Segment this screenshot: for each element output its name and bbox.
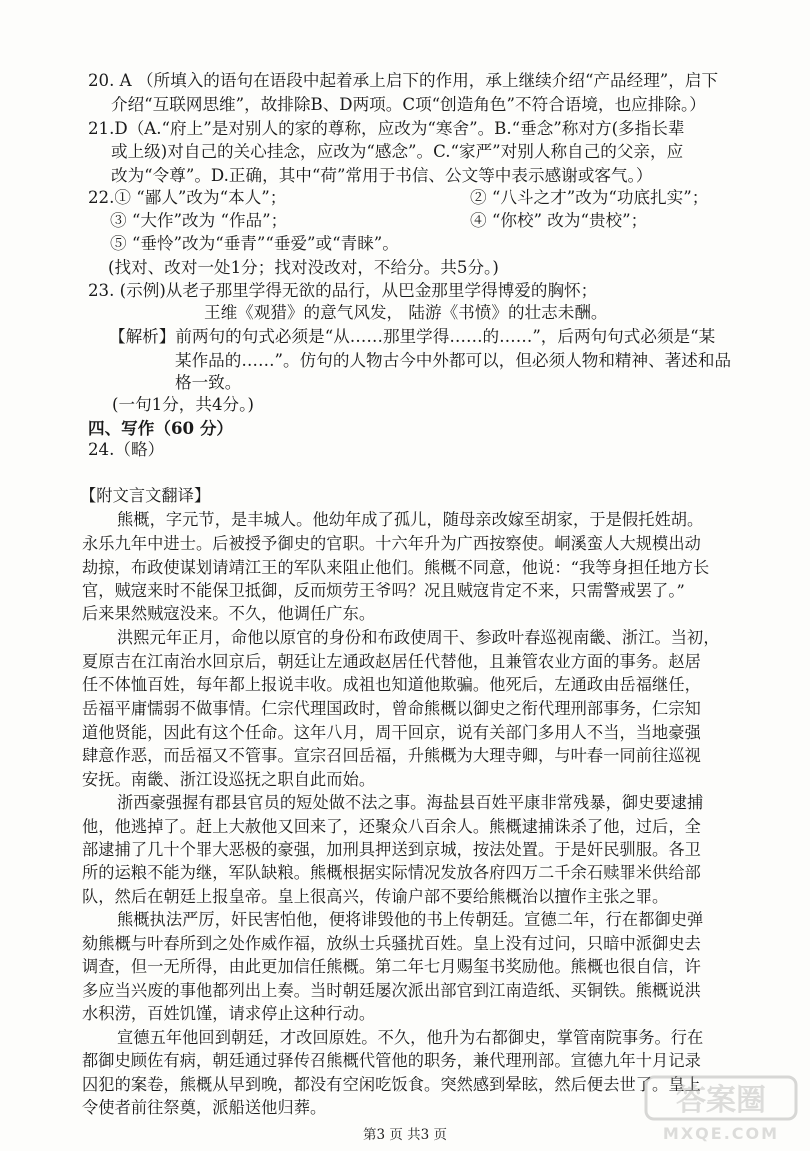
answer-22-scoring: (找对、改对一处1分；找对没改对，不给分。共5分。) bbox=[108, 258, 499, 277]
translation-line: 安抚。南畿、浙江设巡抚之职自此而始。 bbox=[82, 770, 376, 789]
translation-line: 水积涝，百姓饥馑，请求停止这种行动。 bbox=[82, 1004, 376, 1023]
answer-23-scoring: (一句1分，共4分。) bbox=[112, 395, 254, 414]
translation-line: 多应当兴废的事他都列出上奏。当时朝廷屡次派出部官到江南造纸、买铜铁。熊概说洪 bbox=[82, 981, 701, 1000]
translation-line: 队，然后在朝廷上报皇帝。皇上很高兴，传谕户部不要给熊概治以擅作主张之罪。 bbox=[82, 887, 669, 906]
answer-24: 24.（略） bbox=[88, 440, 165, 459]
translation-line: 宣德五年他回到朝廷，才改回原姓。不久，他升为右都御史，掌管南院事务。行在 bbox=[117, 1028, 704, 1047]
translation-line: 夏原吉在江南治水回京后，朝廷让左通政赵居任代替他，且兼管农业方面的事务。赵居 bbox=[82, 652, 701, 671]
svg-text:MXQE.COM: MXQE.COM bbox=[662, 1124, 780, 1143]
translation-line: 任不体恤百姓，每年都上报说丰收。成祖也知道他欺骗。他死后，左通政由岳福继任， bbox=[82, 675, 701, 694]
answer-20-line-2: 介绍“互联网思维”，故排除B、D两项。C项“创造角色”不符合语境，也应排除。） bbox=[111, 95, 706, 114]
translation-line: 调查，但一无所得，由此更加信任熊概。第二年七月赐玺书奖励他。熊概也很自信，许 bbox=[82, 957, 701, 976]
translation-line: 部逮捕了几十个罪大恶极的豪强，加刑具押送到京城，按法处置。于是奸民驯服。各卫 bbox=[82, 840, 701, 859]
answer-22-item-2: ② “八斗之才”改为“功底扎实”； bbox=[470, 188, 709, 207]
translation-line: 官，贼寇来时不能保卫抵御，反而烦劳王爷吗？况且贼寇肯定不来，只需警戒罢了。” bbox=[82, 581, 685, 600]
translation-line: 劫掠，布政使谋划请靖江王的军队来阻止他们。熊概不同意，他说：“我等身担任地方长 bbox=[82, 558, 710, 577]
answer-21-line-3: 改为“令尊”。D.正确，其中“荷”常用于书信、公文等中表示感谢或客气。） bbox=[111, 166, 653, 185]
translation-line: 道他贤能，因此有这个任命。这年八月，周干回京，说有关部门多用人不当，当地豪强 bbox=[82, 723, 701, 742]
answer-23-analysis-3: 格一致。 bbox=[175, 373, 242, 392]
answer-20-line-1: 20. A （所填入的语句在语段中起着承上启下的作用，承上继续介绍“产品经理”，启下 bbox=[88, 71, 719, 90]
section-writing-heading: 四、写作（60 分） bbox=[88, 418, 234, 438]
translation-line: 洪熙元年正月，命他以原官的身份和布政使周干、参政叶春巡视南畿、浙江。当初， bbox=[117, 628, 720, 647]
translation-line: 他，他逃掉了。赶上大赦他又回来了，还聚众八百余人。熊概逮捕诛杀了他，过后，全 bbox=[82, 817, 701, 836]
answer-23-line-2: 王维《观猎》的意气风发， 陆游《书愤》的壮志未酬。 bbox=[204, 303, 608, 322]
answer-22-item-1: 22.① “鄙人”改为“本人”； bbox=[88, 188, 287, 207]
answer-22-item-5: ⑤ “垂怜”改为“垂青”“垂爱”或“青睐”。 bbox=[110, 234, 399, 253]
answer-22-item-3: ③ “大作”改为 “作品”； bbox=[110, 211, 288, 230]
translation-line: 肆意作恶，而岳福又不管事。宣宗召回岳福，升熊概为大理寺卿，与叶春一同前往巡视 bbox=[82, 746, 701, 765]
translation-line: 囚犯的案卷，熊概从早到晚，都没有空闲吃饭食。突然感到晕眩，然后便去世了。皇上 bbox=[82, 1075, 701, 1094]
translation-line: 永乐九年中进士。后被授予御史的官职。十六年升为广西按察使。峒溪蛮人大规模出动 bbox=[82, 534, 701, 553]
translation-line: 熊概，字元节，是丰城人。他幼年成了孤儿，随母亲改嫁至胡家，于是假托姓胡。 bbox=[117, 510, 704, 529]
translation-line: 劾熊概与叶春所到之处作威作福，放纵士兵骚扰百姓。皇上没有过问，只暗中派御史去 bbox=[82, 934, 701, 953]
translation-line: 后来果然贼寇没来。不久，他调任广东。 bbox=[82, 604, 376, 623]
translation-line: 所的运粮不能为继，军队缺粮。熊概根据实际情况发放各府四万二千余石赎罪米供给部 bbox=[82, 863, 701, 882]
translation-line: 令使者前往祭奠，派船送他归葬。 bbox=[82, 1098, 327, 1117]
translation-line: 熊概执法严厉，奸民害怕他，便将诽毁他的书上传朝廷。宣德二年，行在都御史弹 bbox=[117, 910, 704, 929]
answer-23-line-1: 23. (示例)从老子那里学得无欲的品行，从巴金那里学得博爱的胸怀； bbox=[88, 281, 598, 300]
answer-23-analysis-1: 【解析】前两句的句式必须是“从……那里学得……的……”，后两句句式必须是“某 bbox=[109, 327, 716, 346]
answer-22-item-4: ④ “你校” 改为“贵校”； bbox=[470, 211, 648, 230]
page-footer: 第3 页 共3 页 bbox=[362, 1127, 448, 1143]
translation-line: 浙西豪强握有郡县官员的短处做不法之事。海盐县百姓平康非常残暴，御史要逮捕 bbox=[117, 793, 704, 812]
answer-23-analysis-2: 某作品的……”。仿句的人物古今中外都可以，但必须人物和精神、著述和品 bbox=[175, 351, 732, 370]
svg-text:答案圈: 答案圈 bbox=[676, 1083, 766, 1118]
translation-line: 岳福平庸懦弱不做事情。仁宗代理国政时，曾命熊概以御史之衔代理刑部事务，仁宗知 bbox=[82, 699, 701, 718]
answer-21-line-2: 或上级)对自己的关心挂念，应改为“感念”。C.“家严”对别人称自己的父亲，应 bbox=[111, 142, 684, 161]
watermark-logo bbox=[640, 1073, 800, 1145]
answer-21-line-1: 21.D（A.“府上”是对别人的家的尊称，应改为“寒舍”。B.“垂念”称对方(多指长辈 bbox=[88, 119, 685, 138]
translation-line: 都御史顾佐有病，朝廷通过驿传召熊概代管他的职务，兼代理刑部。宣德九年十月记录 bbox=[82, 1051, 701, 1070]
translation-heading: 【附文言文翻译】 bbox=[80, 486, 211, 505]
